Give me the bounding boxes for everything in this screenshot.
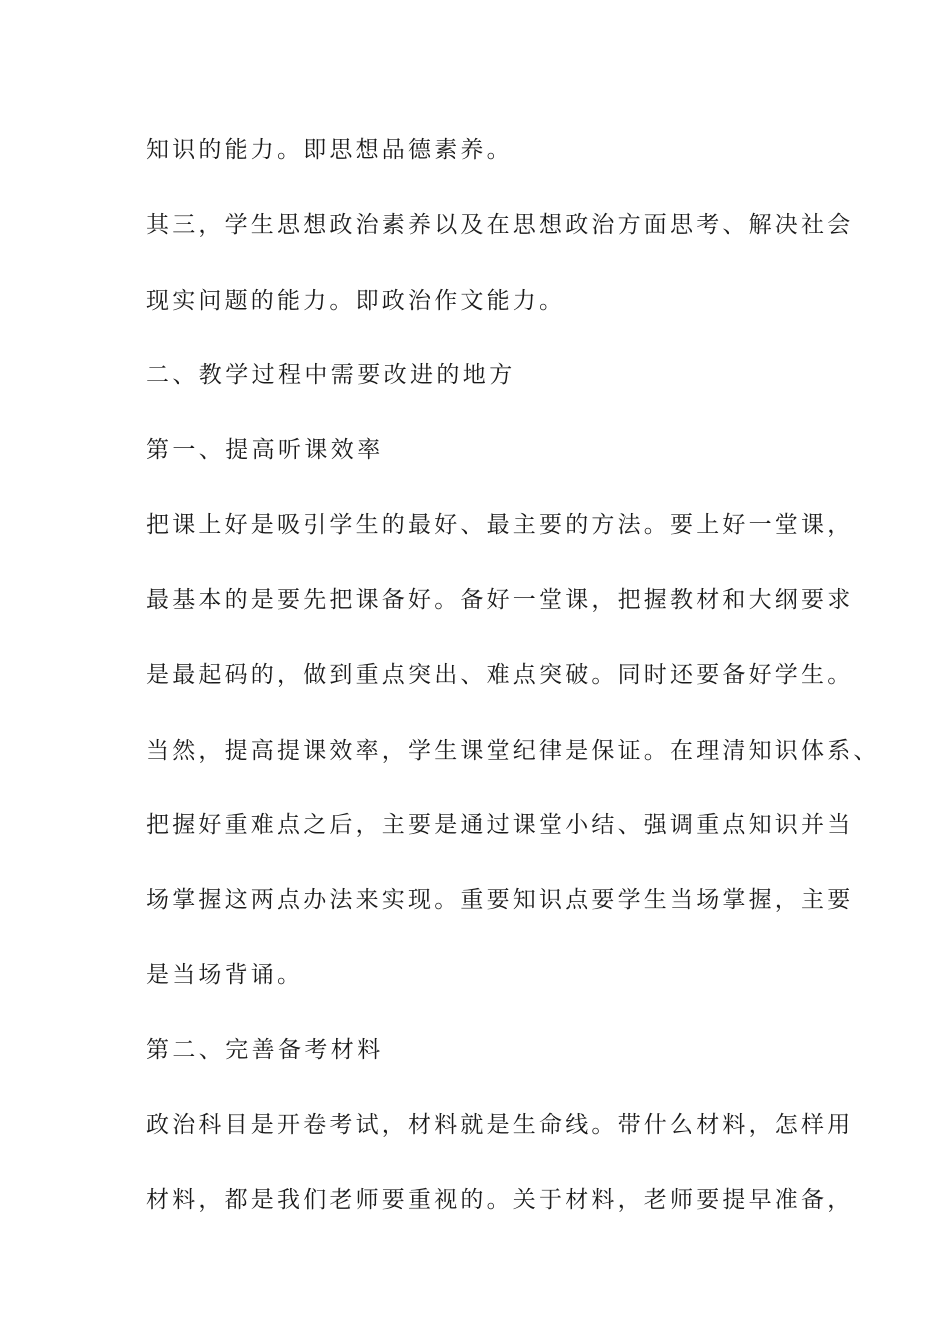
body-line-10: 把握好重难点之后，主要是通过课堂小结、强调重点知识并当 <box>146 812 854 838</box>
body-line-3: 现实问题的能力。即政治作文能力。 <box>146 288 566 314</box>
body-line-12: 是当场背诵。 <box>146 962 304 988</box>
body-line-1: 知识的能力。即思想品德素养。 <box>146 137 513 163</box>
subsection-heading-2: 第二、完善备考材料 <box>146 1037 384 1063</box>
section-heading-2: 二、教学过程中需要改进的地方 <box>146 362 516 388</box>
body-line-9: 当然，提高提课效率，学生课堂纪律是保证。在理清知识体系、 <box>146 738 880 764</box>
body-line-11: 场掌握这两点办法来实现。重要知识点要学生当场掌握，主要 <box>146 887 854 913</box>
body-line-8: 是最起码的，做到重点突出、难点突破。同时还要备好学生。 <box>146 662 854 688</box>
body-line-2: 其三，学生思想政治素养以及在思想政治方面思考、解决社会 <box>146 212 854 238</box>
body-line-6: 把课上好是吸引学生的最好、最主要的方法。要上好一堂课， <box>146 512 854 538</box>
body-line-14: 政治科目是开卷考试，材料就是生命线。带什么材料，怎样用 <box>146 1112 854 1138</box>
subsection-heading-1: 第一、提高听课效率 <box>146 437 384 463</box>
body-line-15: 材料，都是我们老师要重视的。关于材料，老师要提早准备， <box>146 1187 854 1213</box>
body-line-7: 最基本的是要先把课备好。备好一堂课，把握教材和大纲要求 <box>146 587 854 613</box>
